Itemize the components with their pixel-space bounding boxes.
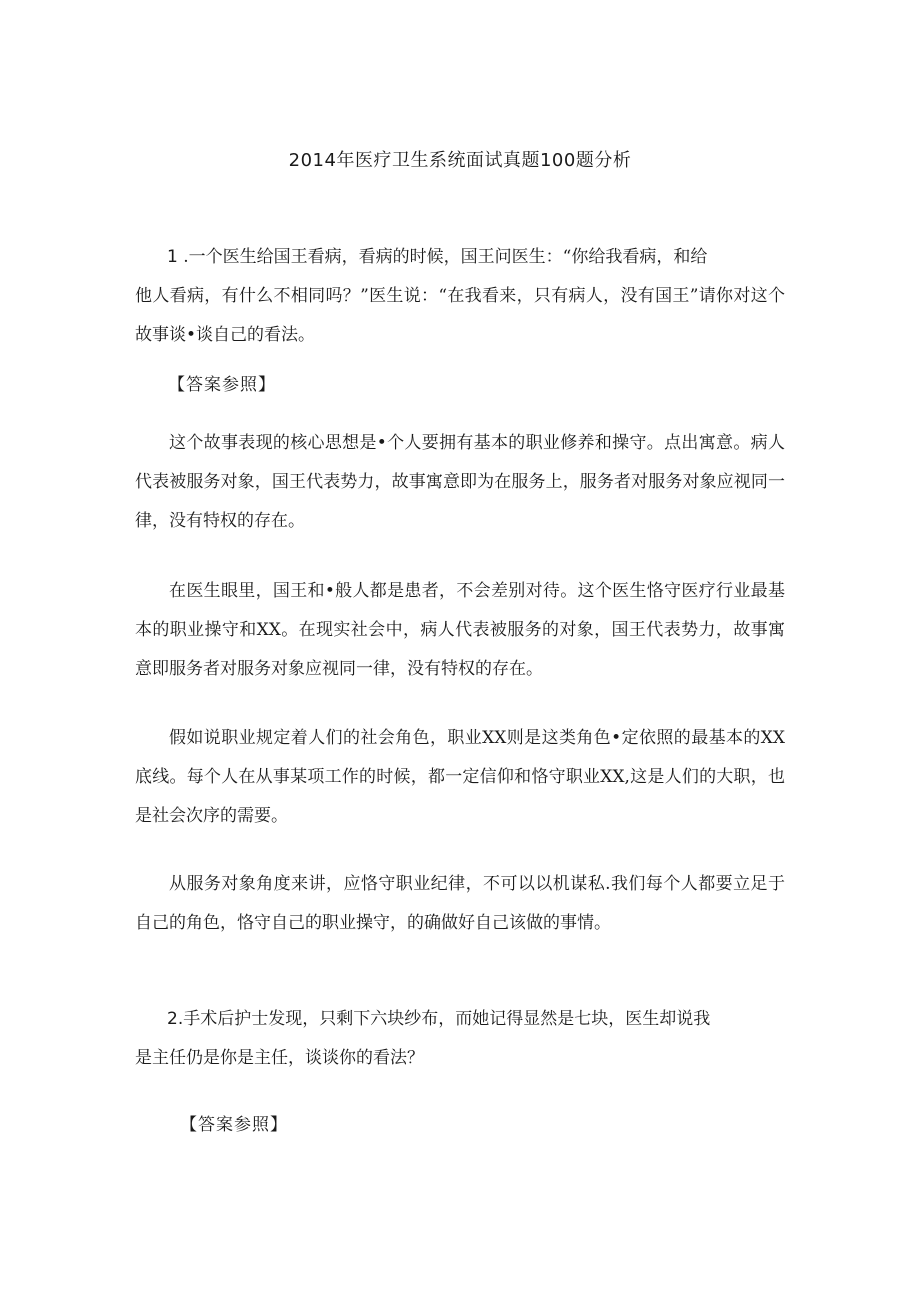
question-1-line1 [135, 238, 785, 277]
question-number: 1 [167, 247, 178, 267]
question-2-text-rest: 是主任仍是你是主任，谈谈你的看法？ [135, 1048, 424, 1068]
question-2-line1 [135, 1000, 785, 1039]
question-text-line1: 手术后护士发现，只剩下六块纱布，而她记得显然是七块，医生却说我 [183, 1009, 711, 1029]
question-text-line1: .一个医生给国王看病，看病的时候，国王问医生：“你给我看病，和给 [177, 247, 708, 267]
answer-label: 【答案参照】 [168, 375, 276, 395]
answer-paragraph: 从服务对象角度来讲，应恪守职业纪律，不可以以机谋私.我们每个人都要立足于自己的角色，恪守自己的职业操守，的确做好自己该做的事情。 [135, 874, 785, 933]
answer-label: 【答案参照】 [180, 1115, 288, 1135]
answer-paragraph: 这个故事表现的核心思想是•个人要拥有基本的职业修养和操守。点出寓意。病人代表被服务对象，国王代表势力，故事寓意即为在服务上，服务者对服务对象应视同一律，没有特权的存在。 [135, 433, 785, 531]
document-title: 2014年医疗卫生系统面试真题100题分析 [288, 150, 632, 171]
question-1-text-rest: 他人看病，有什么不相同吗？”医生说：“在我看来，只有病人，没有国王”请你对这个故事谈•谈自己的看法。 [135, 286, 785, 345]
question-number: 2. [167, 1009, 184, 1029]
answer-paragraph: 假如说职业规定着人们的社会角色，职业XX则是这类角色•定依照的最基本的XX底线。每个人在从事某项工作的时候，都一定信仰和恪守职业XX,这是人们的大职，也是社会次序的需要。 [135, 728, 785, 826]
answer-paragraph: 在医生眼里，国王和•般人都是患者，不会差别对待。这个医生恪守医疗行业最基本的职业操守和XX。在现实社会中，病人代表被服务的对象，国王代表势力，故事寓意即服务者对服务对象应视同一律，没有特权的存在。 [135, 581, 785, 679]
